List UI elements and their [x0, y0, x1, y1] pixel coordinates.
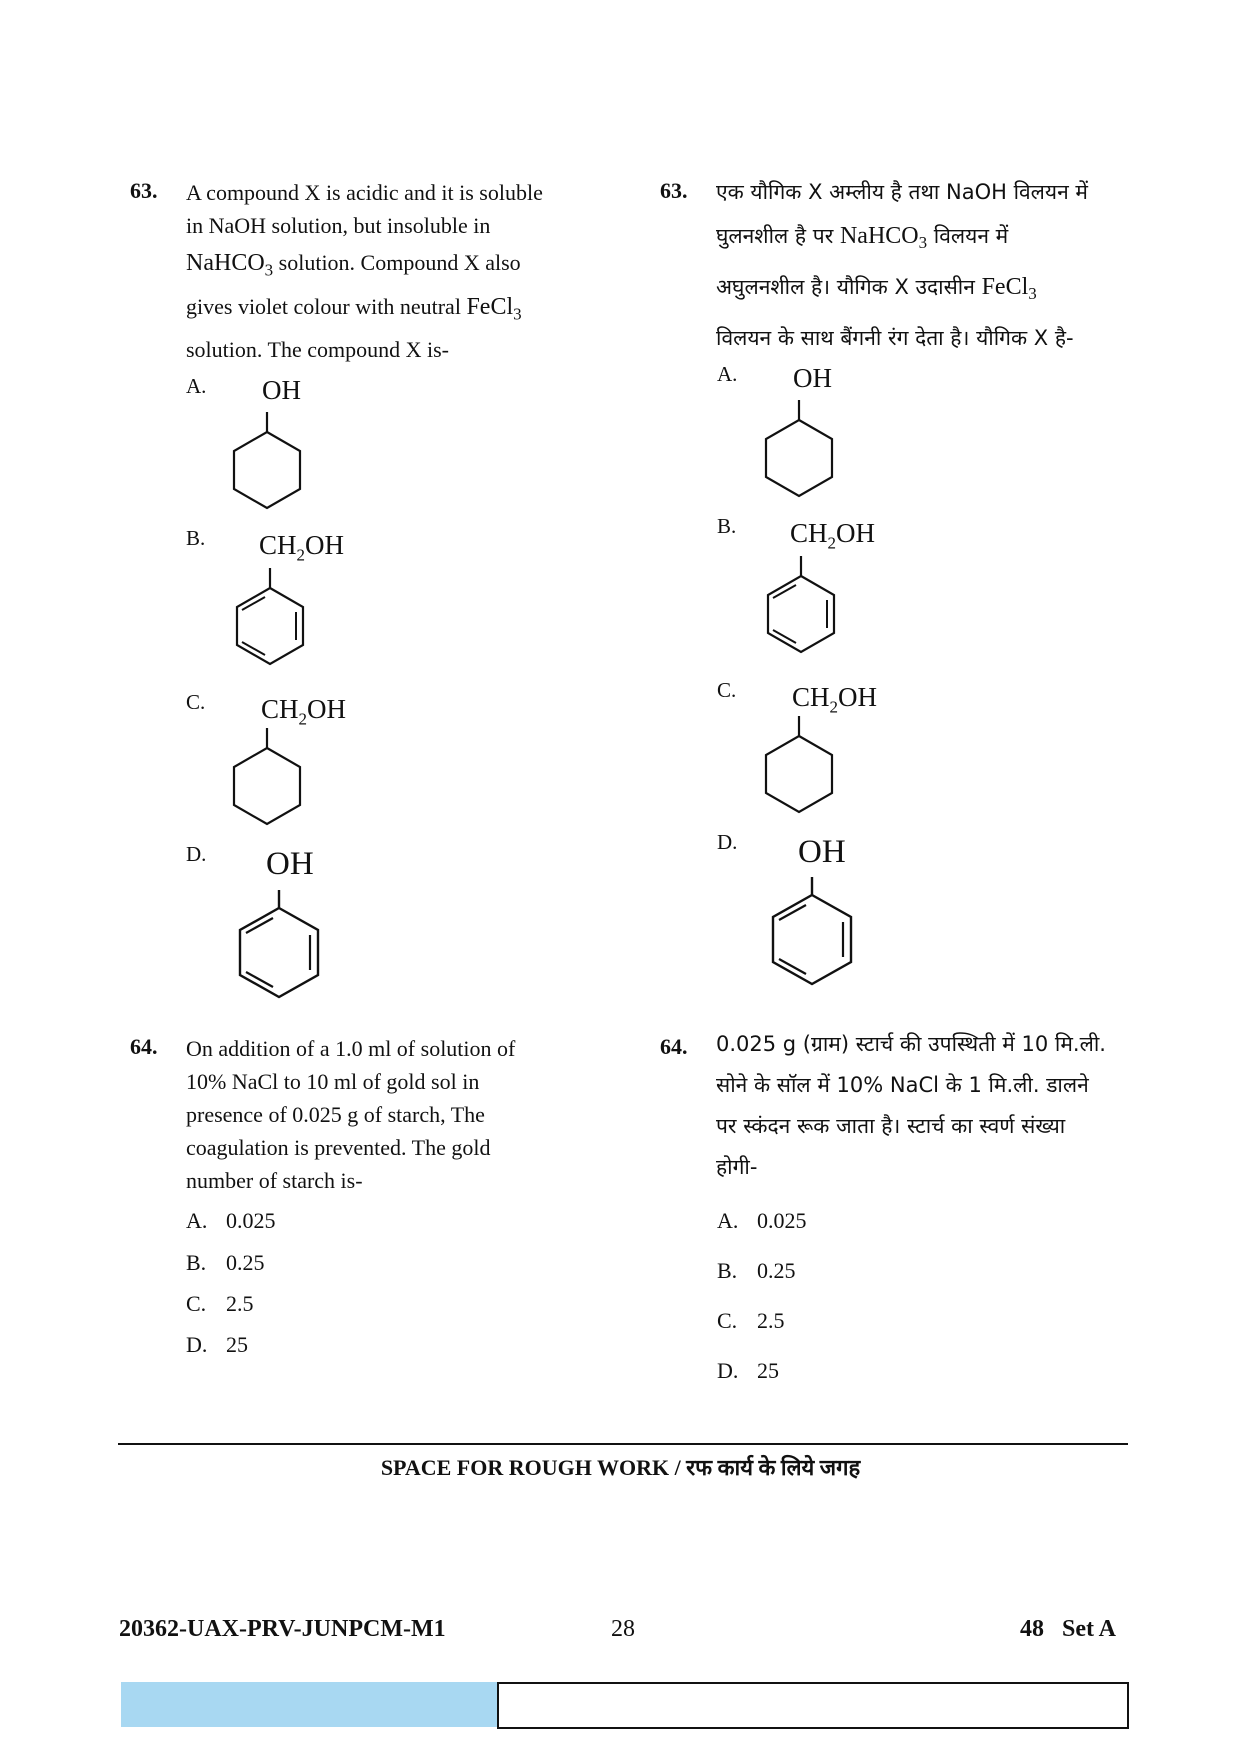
divider-line: [118, 1443, 1128, 1445]
cyclohexanol-structure: [225, 412, 305, 502]
answer-option: C. 2.5: [186, 1291, 254, 1316]
substituent-label: OH: [793, 363, 832, 393]
question-line: coagulation is prevented. The gold: [186, 1135, 491, 1160]
question-number: 64.: [660, 1034, 688, 1059]
answer-option: C. 2.5: [717, 1308, 785, 1333]
question-line: अघुलनशील है। यौगिक X उदासीन FeCl$_3$: [716, 274, 1037, 304]
question-text: [186, 1032, 626, 1197]
option-label: C.: [186, 690, 206, 714]
option-label: D.: [717, 830, 738, 854]
question-line: 10% NaCl to 10 ml of gold sol in: [186, 1069, 480, 1094]
substituent-label: OH: [798, 834, 846, 870]
paper-code: 20362-UAX-PRV-JUNPCM-M1: [119, 1616, 446, 1642]
answer-option: A. 0.025: [186, 1208, 276, 1233]
question-line: in NaOH solution, but insoluble in: [186, 213, 491, 238]
phenol-structure: [766, 877, 856, 987]
question-line: gives violet colour with neutral FeCl$_3$: [186, 294, 522, 324]
question-line: सोने के सॉल में 10% NaCl के 1 मि.ली. डालने: [716, 1073, 1089, 1097]
phenol-structure: [233, 890, 323, 1000]
cyclohexylmethanol-structure: [757, 716, 837, 812]
substituent-label: $CH_2OH$: [261, 694, 347, 729]
question-text: [716, 1024, 1156, 1188]
option-label: A.: [186, 374, 207, 398]
page-number: 28: [611, 1616, 635, 1642]
question-line: एक यौगिक X अम्लीय है तथा NaOH विलयन में: [716, 180, 1088, 204]
question-line: solution. The compound X is-: [186, 336, 449, 362]
benzyl-alcohol-structure: [759, 556, 839, 652]
answer-option: B. 0.25: [186, 1250, 265, 1275]
substituent-label: OH: [262, 375, 301, 405]
substituent-label: OH: [266, 846, 314, 882]
cyclohexanol-structure: [757, 400, 837, 496]
option-label: A.: [717, 362, 738, 386]
question-line: 0.025 g (ग्राम) स्टार्च की उपस्थिती में 10 मि.ली.: [716, 1032, 1106, 1056]
cyclohexylmethanol-structure: [225, 728, 305, 824]
question-number: 64.: [130, 1034, 158, 1059]
option-label: B.: [186, 526, 206, 550]
question-line: NaHCO$_3$ solution. Compound X also: [186, 250, 521, 280]
substituent-label: $CH_2OH$: [790, 518, 876, 553]
question-line: presence of 0.025 g of starch, The: [186, 1102, 485, 1127]
answer-option: B. 0.25: [717, 1258, 796, 1283]
question-number: 63.: [660, 178, 688, 203]
question-line: पर स्कंदन रूक जाता है। स्टार्च का स्वर्ण संख्या: [716, 1114, 1066, 1138]
substituent-label: $CH_2OH$: [259, 530, 345, 565]
question-line: घुलनशील है पर NaHCO$_3$ विलयन में: [716, 223, 1009, 253]
answer-option: D. 25: [186, 1332, 248, 1357]
question-line: विलयन के साथ बैंगनी रंग देता है। यौगिक X है-: [716, 326, 1074, 351]
question-text: [186, 176, 626, 366]
question-line: होगी-: [716, 1155, 758, 1179]
answer-option: A. 0.025: [717, 1208, 807, 1233]
question-line: On addition of a 1.0 ml of solution of: [186, 1036, 516, 1061]
question-text: [716, 170, 1146, 360]
footer-empty-box: [497, 1682, 1129, 1729]
option-label: C.: [717, 678, 737, 702]
set-label: 48 Set A: [1020, 1616, 1116, 1642]
option-label: D.: [186, 842, 207, 866]
question-number: 63.: [130, 178, 158, 203]
option-label: B.: [717, 514, 737, 538]
footer-color-bar: [121, 1682, 497, 1727]
benzyl-alcohol-structure: [228, 568, 308, 664]
answer-option: D. 25: [717, 1358, 779, 1383]
rough-work-heading: SPACE FOR ROUGH WORK / रफ कार्य के लिये जगह: [380, 1455, 861, 1480]
substituent-label: $CH_2OH$: [792, 682, 878, 717]
question-line: number of starch is-: [186, 1168, 363, 1193]
question-line: A compound X is acidic and it is soluble: [186, 180, 543, 205]
